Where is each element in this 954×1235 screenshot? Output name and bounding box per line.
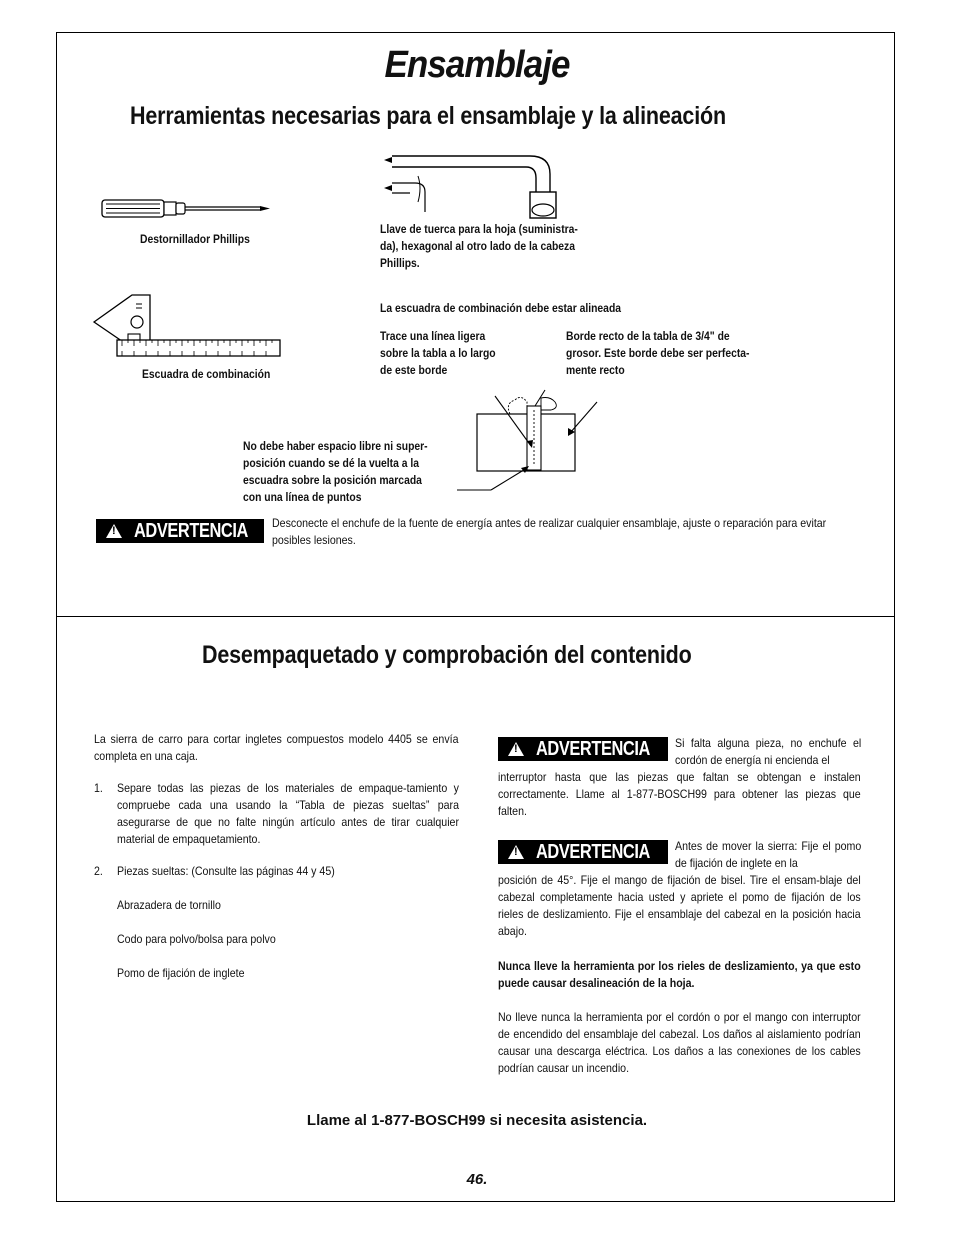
warning-badge <box>96 519 264 543</box>
wrench-caption-line: Phillips. <box>380 258 420 270</box>
square-caption: Escuadra de combinación <box>142 369 271 381</box>
gap-caption-line: con una línea de puntos <box>243 492 362 504</box>
warning-text: Desconecte el enchufe de la fuente de energía antes de realizar cualquier ensamblaje, ajuste o reparación para evitar posibles lesiones. <box>272 516 827 547</box>
step2-text: Piezas sueltas: (Consulte las páginas 44 y 45) <box>117 864 335 878</box>
screwdriver-caption: Destornillador Phillips <box>140 234 250 246</box>
edge-caption-line: mente recto <box>566 365 625 377</box>
section-divider <box>56 616 895 617</box>
support-call-line: Llame al 1-877-BOSCH99 si necesita asistencia. <box>306 1112 648 1129</box>
gap-caption-line: No debe haber espacio libre ni super- <box>243 441 428 453</box>
gap-caption-line: escuadra sobre la posición marcada <box>243 475 422 487</box>
bold-note: Nunca lleve la herramienta por los rieles de deslizamiento, ya que esto puede causar desalineación de la hoja. <box>498 959 861 990</box>
warning-badge <box>498 840 668 864</box>
part-item: Pomo de fijación de inglete <box>117 966 245 980</box>
edge-caption-line: grosor. Este borde debe ser perfecta- <box>566 348 750 360</box>
trace-caption-line: Trace una línea ligera <box>380 331 486 343</box>
warning-triangle-icon <box>106 524 122 538</box>
wrench-illustration <box>380 152 575 227</box>
edge-caption <box>566 329 749 380</box>
step1-text: Separe todas las piezas de los materiales de empaque-tamiento y compruebe cada una usando la “Tabla de piezas sueltas” para asegurarse de que no falte ningún artículo antes de tirar cualquier material de empaquetamiento. <box>117 781 459 846</box>
trace-caption-line: sobre la tabla a lo largo <box>380 348 496 360</box>
intro-text: La sierra de carro para cortar ingletes compuestos modelo 4405 se envía completa en una caja. <box>94 732 459 763</box>
warning-label: ADVERTENCIA <box>536 840 650 863</box>
unpacking-heading: Desempaquetado y comprobación del contenido <box>202 641 692 669</box>
warning-label: ADVERTENCIA <box>536 737 650 760</box>
part-item: Codo para polvo/bolsa para polvo <box>117 932 276 946</box>
board-alignment-diagram <box>455 388 605 508</box>
final-note: No lleve nunca la herramienta por el cordón o por el mango con interruptor de encendido del ensamblaje del cabezal. Los daños al aislamiento podrían causar una descarga eléctrica. Los daños a las conexiones de los cables podrían causar un incendio. <box>498 1010 861 1075</box>
step1-number: 1. <box>94 781 103 795</box>
wrench-caption <box>380 222 578 273</box>
warning2-rest: posición de 45°. Fije el mango de fijación de bisel. Tire el ensam-blaje del cabezal completamente hacia usted y apriete el pomo de fijación de los rieles de deslizamiento. Fije el ensamblaje del cabezal en la posición hacia abajo. <box>498 873 861 938</box>
trace-caption <box>380 329 496 380</box>
page-title: Ensamblaje <box>384 44 570 86</box>
gap-caption-line: posición cuando se dé la vuelta a la <box>243 458 420 470</box>
warning-triangle-icon <box>508 742 524 756</box>
wrench-caption-line: Llave de tuerca para la hoja (suministra- <box>380 224 578 236</box>
warning-label: ADVERTENCIA <box>134 519 248 542</box>
alignment-note: La escuadra de combinación debe estar alineada <box>380 303 622 315</box>
warning1-rest: interruptor hasta que las piezas que faltan se obtengan e instalen correctamente. Llame al 1-877-BOSCH99 para obtener las piezas que falten. <box>498 770 861 818</box>
screwdriver-illustration <box>100 196 275 222</box>
warning-triangle-icon <box>508 845 524 859</box>
wrench-caption-line: da), hexagonal al otro lado de la cabeza <box>380 241 575 253</box>
warning1-head: Si falta alguna pieza, no enchufe el cordón de energía ni encienda el <box>675 736 862 767</box>
edge-caption-line: Borde recto de la tabla de 3/4" de <box>566 331 730 343</box>
page-number: 46. <box>466 1171 488 1188</box>
warning-badge <box>498 737 668 761</box>
step2-number: 2. <box>94 864 103 878</box>
part-item: Abrazadera de tornillo <box>117 898 221 912</box>
warning2-head: Antes de mover la sierra: Fije el pomo de fijación de inglete en la <box>675 839 862 870</box>
combination-square-illustration <box>92 290 284 362</box>
tools-heading: Herramientas necesarias para el ensamblaje y la alineación <box>130 102 726 130</box>
gap-caption <box>243 439 428 507</box>
trace-caption-line: de este borde <box>380 365 448 377</box>
